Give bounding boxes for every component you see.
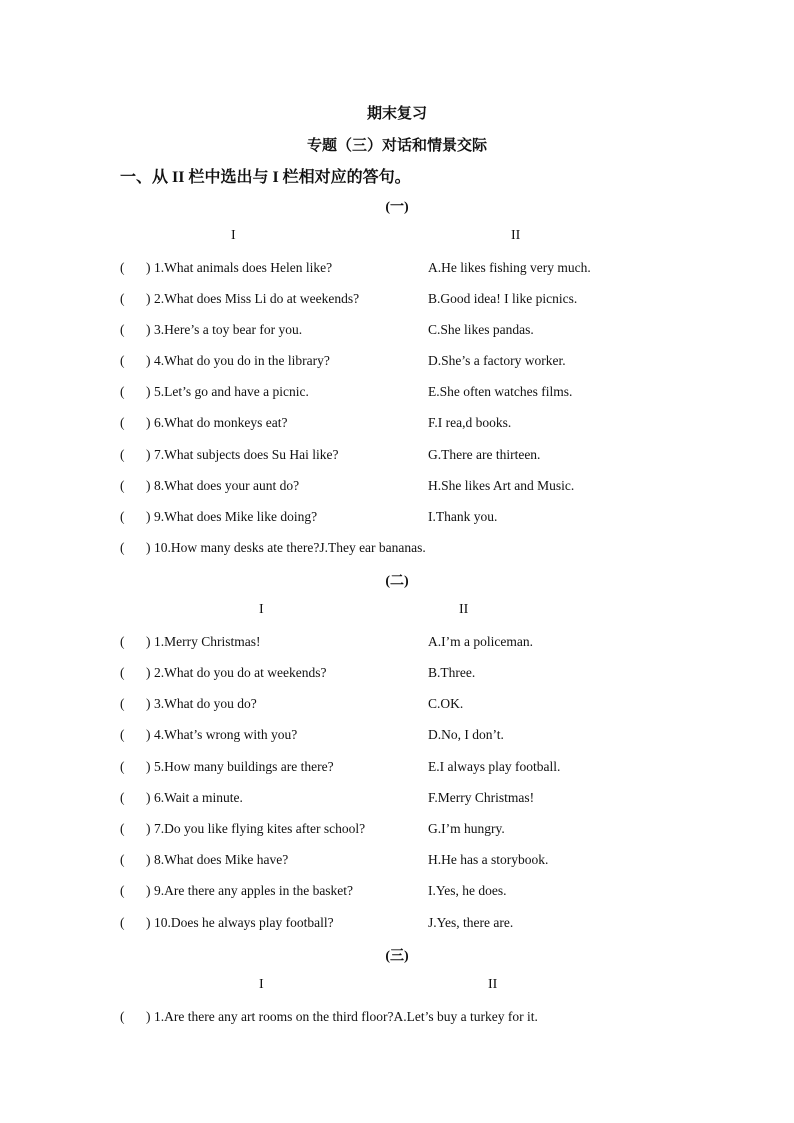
answer-blank-open[interactable]: ( (120, 322, 125, 337)
answer-blank-open[interactable]: ( (120, 790, 125, 805)
column-heading-ii: II (488, 977, 498, 992)
answer-option: I.Yes, he does. (428, 883, 507, 898)
answer-option: J.Yes, there are. (428, 915, 514, 930)
answer-blank-open[interactable]: ( (120, 509, 125, 524)
question-text: 8.What does Mike have? (154, 852, 289, 867)
answer-blank-open[interactable]: ( (120, 883, 125, 898)
answer-option: A.He likes fishing very much. (428, 260, 591, 275)
question-row (0, 634, 794, 654)
group-label-1: (一) (385, 200, 409, 215)
question-row (0, 447, 794, 467)
answer-blank-close: ) (146, 353, 151, 368)
answer-blank-open[interactable]: ( (120, 540, 125, 555)
question-text: 9.What does Mike like doing? (154, 509, 318, 524)
answer-option: B.Good idea! I like picnics. (428, 291, 578, 306)
answer-blank-open[interactable]: ( (120, 291, 125, 306)
answer-blank-close: ) (146, 291, 151, 306)
answer-blank-close: ) (146, 260, 151, 275)
answer-blank-close: ) (146, 883, 151, 898)
answer-blank-open[interactable]: ( (120, 1009, 125, 1024)
answer-blank-open[interactable]: ( (120, 915, 125, 930)
question-row (0, 790, 794, 810)
answer-blank-open[interactable]: ( (120, 478, 125, 493)
answer-blank-close: ) (146, 634, 151, 649)
page-subtitle: 专题（三）对话和情景交际 (306, 138, 487, 154)
question-text: 3.What do you do? (154, 696, 257, 711)
answer-blank-open[interactable]: ( (120, 415, 125, 430)
answer-blank-open[interactable]: ( (120, 447, 125, 462)
question-text: 3.Here’s a toy bear for you. (154, 322, 303, 337)
question-row (0, 727, 794, 747)
answer-option: C.OK. (428, 696, 464, 711)
answer-blank-close: ) (146, 384, 151, 399)
answer-blank-close: ) (146, 821, 151, 836)
question-text: 1.What animals does Helen like? (154, 260, 333, 275)
answer-blank-close: ) (146, 322, 151, 337)
answer-option: E.She often watches films. (428, 384, 573, 399)
section-heading: 一、从 II 栏中选出与 I 栏相对应的答句。 (120, 169, 411, 186)
answer-blank-open[interactable]: ( (120, 852, 125, 867)
answer-option: H.He has a storybook. (428, 852, 549, 867)
question-text: 10.Does he always play football? (154, 915, 334, 930)
column-heading-i: I (231, 228, 236, 243)
answer-option: B.Three. (428, 665, 476, 680)
question-text: 4.What’s wrong with you? (154, 727, 298, 742)
answer-option: I.Thank you. (428, 509, 498, 524)
question-row (0, 915, 794, 935)
column-heading-ii: II (459, 602, 469, 617)
answer-blank-close: ) (146, 727, 151, 742)
column-heading-i: I (259, 602, 264, 617)
question-row (0, 883, 794, 903)
answer-blank-close: ) (146, 540, 151, 555)
question-text: 7.What subjects does Su Hai like? (154, 447, 339, 462)
answer-blank-close: ) (146, 852, 151, 867)
question-text: 7.Do you like flying kites after school? (154, 821, 366, 836)
page-title: 期末复习 (366, 106, 427, 122)
answer-blank-open[interactable]: ( (120, 696, 125, 711)
answer-blank-open[interactable]: ( (120, 821, 125, 836)
question-row (0, 260, 794, 280)
answer-blank-close: ) (146, 790, 151, 805)
question-text: 8.What does your aunt do? (154, 478, 300, 493)
answer-blank-open[interactable]: ( (120, 665, 125, 680)
question-text: 2.What do you do at weekends? (154, 665, 327, 680)
question-row (0, 696, 794, 716)
answer-blank-close: ) (146, 447, 151, 462)
question-text: 5.How many buildings are there? (154, 759, 334, 774)
answer-blank-open[interactable]: ( (120, 634, 125, 649)
question-text: 4.What do you do in the library? (154, 353, 330, 368)
question-row (0, 852, 794, 872)
answer-blank-close: ) (146, 915, 151, 930)
question-row (0, 665, 794, 685)
answer-option: G.I’m hungry. (428, 821, 505, 836)
column-heading-ii: II (511, 228, 521, 243)
column-heading-i: I (259, 977, 264, 992)
question-text: 1.Merry Christmas! (154, 634, 261, 649)
answer-blank-open[interactable]: ( (120, 260, 125, 275)
answer-option: A.I’m a policeman. (428, 634, 533, 649)
question-row (0, 509, 794, 529)
answer-blank-close: ) (146, 478, 151, 493)
question-row (0, 821, 794, 841)
question-row (0, 291, 794, 311)
answer-blank-close: ) (146, 696, 151, 711)
answer-option: C.She likes pandas. (428, 322, 534, 337)
group-label-2: (二) (385, 574, 409, 589)
answer-blank-open[interactable]: ( (120, 759, 125, 774)
question-text: 6.What do monkeys eat? (154, 415, 288, 430)
answer-blank-open[interactable]: ( (120, 353, 125, 368)
question-row (0, 322, 794, 342)
answer-option: D.She’s a factory worker. (428, 353, 566, 368)
question-text: 5.Let’s go and have a picnic. (154, 384, 309, 399)
answer-blank-close: ) (146, 759, 151, 774)
question-row (0, 353, 794, 373)
answer-blank-open[interactable]: ( (120, 727, 125, 742)
answer-option: F.Merry Christmas! (428, 790, 535, 805)
question-text: 6.Wait a minute. (154, 790, 243, 805)
answer-blank-close: ) (146, 509, 151, 524)
question-row (0, 1009, 794, 1029)
answer-option: D.No, I don’t. (428, 727, 504, 742)
question-text: 9.Are there any apples in the basket? (154, 883, 354, 898)
answer-blank-close: ) (146, 1009, 151, 1024)
question-row (0, 540, 794, 560)
answer-blank-close: ) (146, 415, 151, 430)
answer-blank-open[interactable]: ( (120, 384, 125, 399)
question-text: 1.Are there any art rooms on the third floor?A.Let’s buy a turkey for it. (154, 1009, 538, 1024)
question-row (0, 759, 794, 779)
question-row (0, 384, 794, 404)
answer-option: E.I always play football. (428, 759, 561, 774)
answer-option: G.There are thirteen. (428, 447, 541, 462)
answer-option: F.I rea,d books. (428, 415, 512, 430)
question-row (0, 415, 794, 435)
group-label-3: (三) (385, 949, 409, 964)
answer-blank-close: ) (146, 665, 151, 680)
answer-option: H.She likes Art and Music. (428, 478, 575, 493)
question-text: 10.How many desks ate there?J.They ear bananas. (154, 540, 426, 555)
question-row (0, 478, 794, 498)
question-text: 2.What does Miss Li do at weekends? (154, 291, 360, 306)
